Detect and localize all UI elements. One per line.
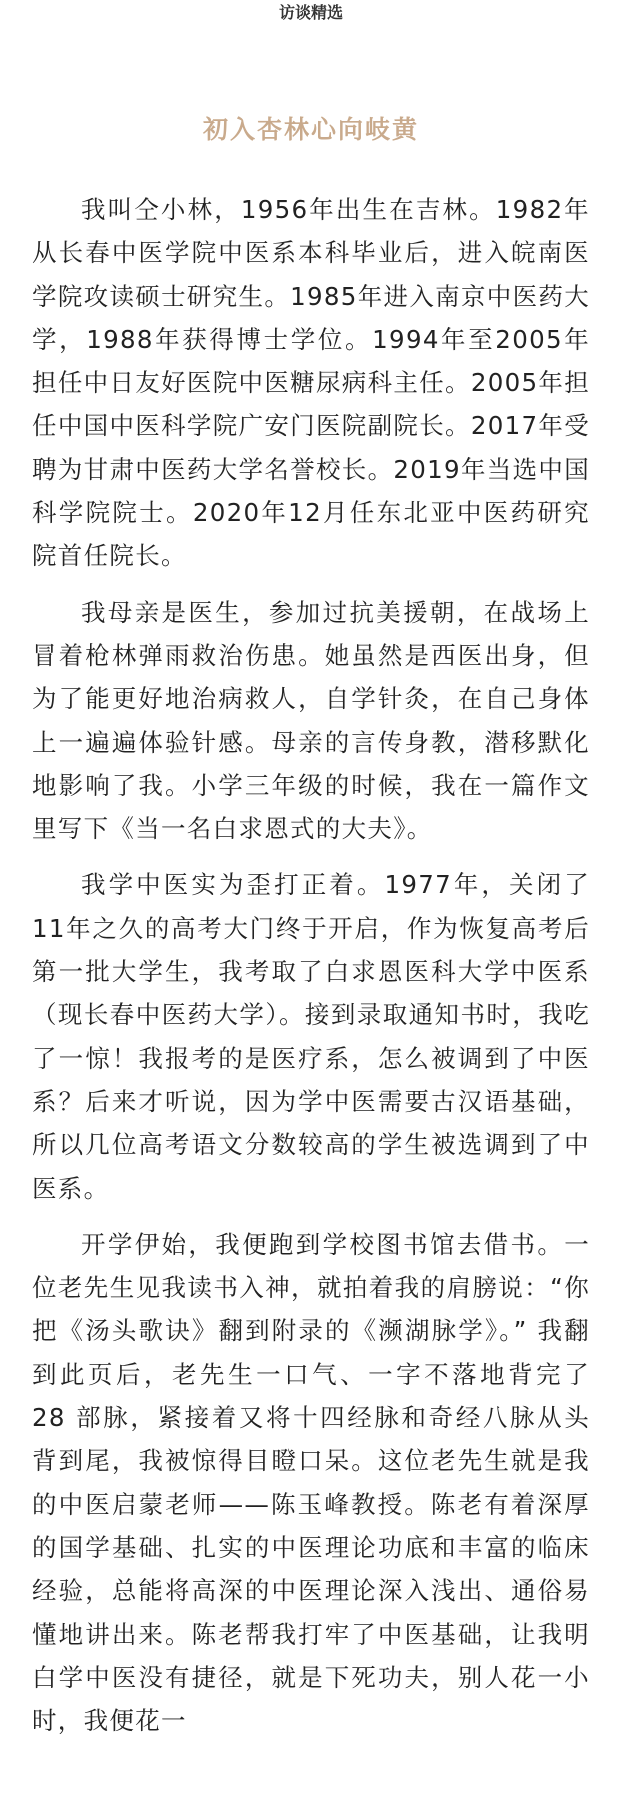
paragraph-4: 开学伊始，我便跑到学校图书馆去借书。一位老先生见我读书入神，就拍着我的肩膀说：“你把《汤头歌诀》翻到附录的《濒湖脉学》。” 我翻到此页后，老先生一口气、一字不落地背完了 28 部脉，紧接着又将十四经脉和奇经八脉从头背到尾，我被惊得目瞪口呆。这位老先生就是我的中医启蒙老师——陈玉峰教授。陈老有着深厚的国学基础、扎实的中医理论功底和丰富的临床经验，总能将高深的中医理论深入浅出、通俗易懂地讲出来。陈老帮我打牢了中医基础，让我明白学中医没有捷径，就是下死功夫，别人花一小时，我便花一 <box>32 1229 590 1736</box>
paragraph-1: 我叫仝小林，1956年出生在吉林。1982年从长春中医学院中医系本科毕业后，进入皖南医学院攻读硕士研究生。1985年进入南京中医药大学，1988年获得博士学位。1994年至2005年担任中日友好医院中医糖尿病科主任。2005年担任中国中医科学院广安门医院副院长。2017年受聘为甘肃中医药大学名誉校长。2019年当选中国科学院院士。2020年12月任东北亚中医药研究院首任院长。 <box>32 195 590 571</box>
column-label: 访谈精选 <box>278 3 343 22</box>
article-body <box>32 188 590 1755</box>
paragraph-3: 我学中医实为歪打正着。1977年，关闭了11年之久的高考大门终于开启，作为恢复高考后第一批大学生，我考取了白求恩医科大学中医系（现长春中医药大学）。接到录取通知书时，我吃了一惊！我报考的是医疗系，怎么被调到了中医系？后来才听说，因为学中医需要古汉语基础，所以几位高考语文分数较高的学生被选调到了中医系。 <box>32 870 590 1203</box>
paragraph-2: 我母亲是医生，参加过抗美援朝，在战场上冒着枪林弹雨救治伤患。她虽然是西医出身，但为了能更好地治病救人，自学针灸，在自己身体上一遍遍体验针感。母亲的言传身教，潜移默化地影响了我。小学三年级的时候，我在一篇作文里写下《当一名白求恩式的大夫》。 <box>32 597 590 844</box>
section-title: 初入杏林心向岐黄 <box>202 115 419 144</box>
